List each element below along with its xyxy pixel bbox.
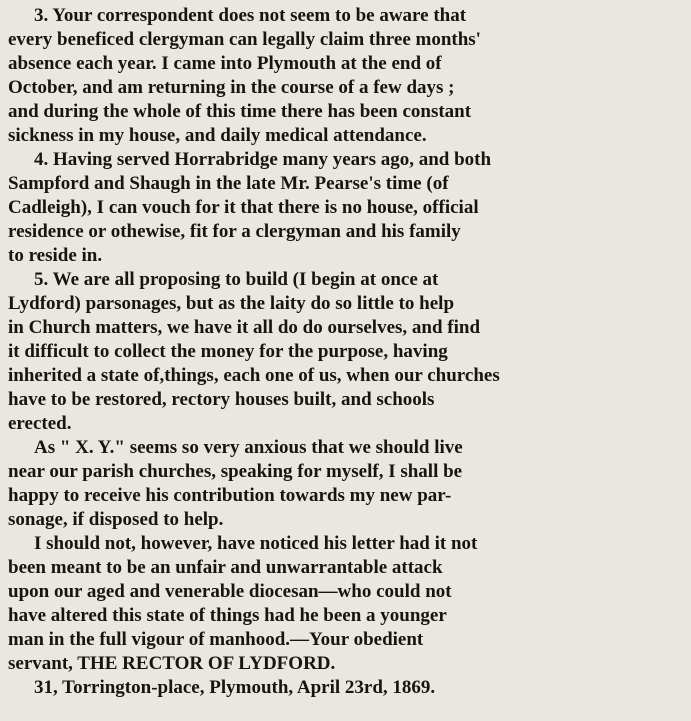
text-line-content: have altered this state of things had he been a younger — [8, 605, 447, 626]
text-line — [8, 580, 685, 604]
text-line — [8, 388, 685, 412]
text-line — [8, 292, 685, 316]
text-line — [8, 340, 685, 364]
text-line-content: servant, THE RECTOR OF LYDFORD. — [8, 653, 336, 674]
text-line — [34, 268, 685, 292]
text-line — [8, 412, 685, 436]
text-line — [8, 100, 685, 124]
text-line — [8, 508, 685, 532]
text-line — [8, 52, 685, 76]
text-line-content: sickness in my house, and daily medical attendance. — [8, 125, 427, 146]
text-line-content: Cadleigh), I can vouch for it that there is no house, official — [8, 197, 479, 218]
text-line-content: upon our aged and venerable diocesan—who could not — [8, 581, 452, 602]
text-line-content: 4. Having served Horrabridge many years ago, and both — [34, 149, 492, 170]
text-line — [8, 316, 685, 340]
text-line-content: absence each year. I came into Plymouth at the end of — [8, 53, 442, 74]
text-line-content: in Church matters, we have it all do do ourselves, and find — [8, 317, 481, 338]
text-line — [8, 364, 685, 388]
text-line — [34, 148, 685, 172]
text-line-content: sonage, if disposed to help. — [8, 509, 224, 530]
text-line-content: happy to receive his contribution towards my new par- — [8, 485, 452, 506]
text-line-content: inherited a state of,things, each one of us, when our churches — [8, 365, 500, 386]
text-line — [8, 652, 685, 676]
text-line — [34, 676, 685, 700]
text-line-content: 31, Torrington-place, Plymouth, April 23rd, 1869. — [34, 677, 436, 698]
text-line — [8, 220, 685, 244]
text-line-content: I should not, however, have noticed his letter had it not — [34, 533, 478, 554]
cropped-heading-fragment — [40, 0, 180, 2]
text-line — [8, 628, 685, 652]
text-line-content: and during the whole of this time there has been constant — [8, 101, 472, 122]
text-line-content: 5. We are all proposing to build (I begin at once at — [34, 269, 439, 290]
text-line — [8, 556, 685, 580]
text-line-content: every beneficed clergyman can legally claim three months' — [8, 29, 481, 50]
text-line — [34, 532, 685, 556]
text-line-content: man in the full vigour of manhood.—Your obedient — [8, 629, 424, 650]
text-line — [34, 436, 685, 460]
text-line-content: residence or othewise, fit for a clergyman and his family — [8, 221, 461, 242]
text-line-content: 3. Your correspondent does not seem to be aware that — [34, 5, 467, 26]
text-line-content: Sampford and Shaugh in the late Mr. Pearse's time (of — [8, 173, 449, 194]
text-line-content: Lydford) parsonages, but as the laity do so little to help — [8, 293, 455, 314]
text-line-content: near our parish churches, speaking for myself, I shall be — [8, 461, 463, 482]
text-line — [8, 196, 685, 220]
text-line — [8, 604, 685, 628]
text-line — [8, 124, 685, 148]
text-line-content: As " X. Y." seems so very anxious that we should live — [34, 437, 463, 458]
text-line — [8, 76, 685, 100]
text-line-content: have to be restored, rectory houses built, and schools — [8, 389, 435, 410]
text-line-content: it difficult to collect the money for the purpose, having — [8, 341, 448, 362]
text-line-content: October, and am returning in the course of a few days ; — [8, 77, 455, 98]
text-line — [34, 4, 685, 28]
text-line — [8, 172, 685, 196]
text-line — [8, 484, 685, 508]
text-line — [8, 28, 685, 52]
text-line-content: been meant to be an unfair and unwarrantable attack — [8, 557, 443, 578]
text-line — [8, 244, 685, 268]
text-line-content: erected. — [8, 413, 72, 434]
text-line — [8, 460, 685, 484]
text-line-content: to reside in. — [8, 245, 103, 266]
